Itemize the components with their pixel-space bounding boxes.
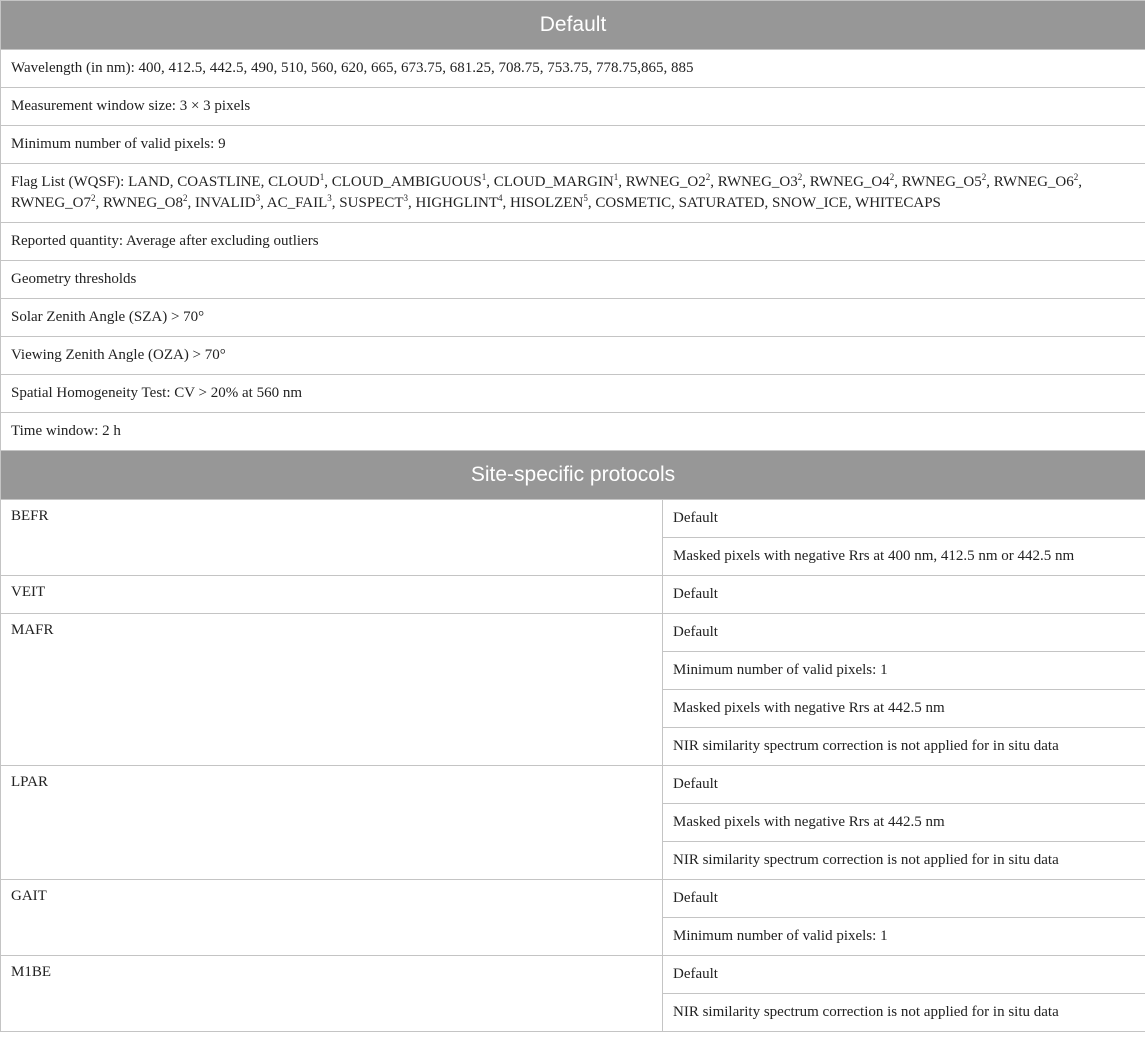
- flag-footnote-marker: 2: [91, 193, 96, 203]
- site-protocol-row: [1, 956, 1145, 994]
- flag-footnote-marker: 2: [705, 172, 711, 182]
- flag-item: , SUSPECT: [331, 195, 404, 211]
- time-window-row: Time window: 2 h: [1, 413, 1145, 451]
- site-protocol-cell: Default: [663, 880, 1145, 918]
- site-protocol-row: [1, 880, 1145, 918]
- site-protocol-cell: Default: [663, 956, 1145, 994]
- flag-footnote-marker: 1: [613, 172, 619, 182]
- homogeneity-row: Spatial Homogeneity Test: CV > 20% at 560 nm: [1, 375, 1145, 413]
- oza-row: Viewing Zenith Angle (OZA) > 70°: [1, 337, 1145, 375]
- flag-item: , RWNEG_O7: [11, 174, 1083, 211]
- geometry-thresholds-row: Geometry thresholds: [1, 261, 1145, 299]
- flag-footnote-marker: 2: [981, 172, 987, 182]
- site-protocol-row: [1, 766, 1145, 804]
- sza-row: Solar Zenith Angle (SZA) > 70°: [1, 299, 1145, 337]
- site-protocol-cell: Default: [663, 500, 1145, 538]
- site-name-lpar: LPAR: [1, 766, 663, 880]
- site-protocol-row: [1, 614, 1145, 652]
- site-protocol-cell: Default: [663, 614, 1145, 652]
- flag-footnote-marker: 4: [497, 193, 503, 203]
- site-protocol-cell: Masked pixels with negative Rrs at 442.5 nm: [663, 690, 1145, 728]
- site-protocol-cell: Masked pixels with negative Rrs at 442.5 nm: [663, 804, 1145, 842]
- site-name-m1be: M1BE: [1, 956, 663, 1032]
- flag-footnote-marker: 1: [319, 172, 325, 182]
- flag-item: , RWNEG_O4: [802, 174, 890, 190]
- flag-item: , RWNEG_O3: [710, 174, 798, 190]
- flag-item: , CLOUD_MARGIN: [486, 174, 614, 190]
- flag-item: Flag List (WQSF): LAND, COASTLINE, CLOUD: [11, 174, 320, 190]
- reported-quantity-row: Reported quantity: Average after excluding outliers: [1, 223, 1145, 261]
- site-protocol-cell: NIR similarity spectrum correction is not applied for in situ data: [663, 994, 1145, 1032]
- flag-item: , CLOUD_AMBIGUOUS: [324, 174, 482, 190]
- flag-item: , AC_FAIL: [260, 195, 328, 211]
- flag-item: , RWNEG_O2: [618, 174, 706, 190]
- site-specific-header: Site-specific protocols: [1, 451, 1145, 500]
- min-valid-pixels-row: Minimum number of valid pixels: 9: [1, 126, 1145, 164]
- site-name-gait: GAIT: [1, 880, 663, 956]
- site-name-veit: VEIT: [1, 576, 663, 614]
- site-protocol-cell: Minimum number of valid pixels: 1: [663, 652, 1145, 690]
- flag-footnote-marker: 2: [889, 172, 895, 182]
- flag-list-row: [1, 164, 1145, 223]
- site-protocol-cell: NIR similarity spectrum correction is not applied for in situ data: [663, 728, 1145, 766]
- flag-item: , HISOLZEN: [502, 195, 584, 211]
- site-name-mafr: MAFR: [1, 614, 663, 766]
- flag-footnote-marker: 3: [327, 193, 332, 203]
- window-size-row: Measurement window size: 3 × 3 pixels: [1, 88, 1145, 126]
- flag-footnote-marker: 2: [797, 172, 803, 182]
- flag-item: , RWNEG_O8: [95, 195, 183, 211]
- flag-footnote-marker: 2: [1073, 172, 1079, 182]
- flag-footnote-marker: 3: [403, 193, 408, 203]
- site-protocol-cell: Default: [663, 766, 1145, 804]
- site-protocol-row: [1, 576, 1145, 614]
- flag-item: , RWNEG_O6: [986, 174, 1074, 190]
- site-protocol-cell: Minimum number of valid pixels: 1: [663, 918, 1145, 956]
- site-name-befr: BEFR: [1, 500, 663, 576]
- site-protocols-body: [1, 500, 1145, 1032]
- wavelength-row: Wavelength (in nm): 400, 412.5, 442.5, 490, 510, 560, 620, 665, 673.75, 681.25, 708.75, 753.75, 778.75,865, 885: [1, 50, 1145, 88]
- flag-footnote-marker: 1: [481, 172, 487, 182]
- default-header: Default: [1, 1, 1145, 50]
- flag-item: , HIGHGLINT: [408, 195, 498, 211]
- site-protocol-cell: Masked pixels with negative Rrs at 400 nm, 412.5 nm or 442.5 nm: [663, 538, 1145, 576]
- flag-footnote-marker: 2: [183, 193, 188, 203]
- site-protocol-cell: Default: [663, 576, 1145, 614]
- flag-item: , COSMETIC, SATURATED, SNOW_ICE, WHITECAPS: [587, 195, 941, 211]
- site-protocol-row: [1, 500, 1145, 538]
- flag-item: , RWNEG_O5: [894, 174, 982, 190]
- site-protocol-cell: NIR similarity spectrum correction is not applied for in situ data: [663, 842, 1145, 880]
- flag-item: , INVALID: [187, 195, 256, 211]
- flag-footnote-marker: 3: [255, 193, 261, 203]
- flag-footnote-marker: 5: [583, 193, 588, 203]
